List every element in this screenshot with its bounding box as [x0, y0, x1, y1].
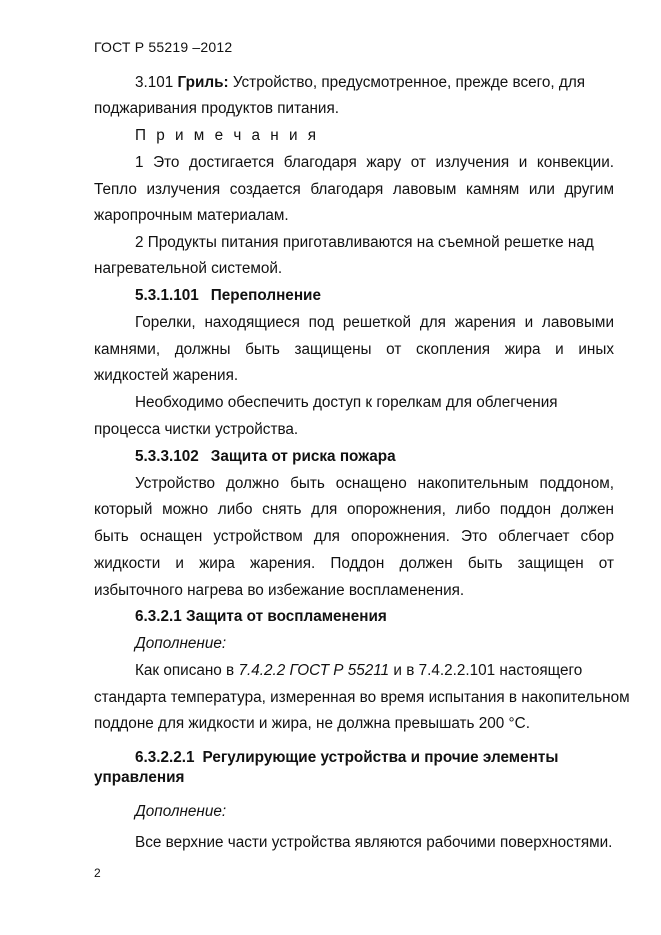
fire-risk-line3: быть оснащен устройством для опорожнения. Это облегчает сбор	[94, 528, 614, 545]
standard-reference: 7.4.2.2 ГОСТ Р 55211	[238, 662, 390, 679]
note2-line2: нагревательной системой.	[94, 260, 283, 277]
note2-line1: 2 Продукты питания приготавливаются на съемной решетке над	[135, 234, 594, 251]
overflow-para2-line1: Необходимо обеспечить доступ к горелкам для облегчения	[135, 394, 558, 411]
controls-addition-label: Дополнение:	[135, 803, 227, 820]
paragraph-grill-line1: 3.101 Гриль: Устройство, предусмотренное, прежде всего, для	[135, 74, 586, 91]
section-heading-controls-line2: управления	[94, 769, 185, 786]
section-heading-controls-line1: 6.3.2.2.1 Регулирующие устройства и прочие элементы	[135, 749, 559, 766]
ignition-para-line1: Как описано в 7.4.2.2 ГОСТ Р 55211 и в 7.4.2.2.101 настоящего	[135, 662, 583, 679]
fire-risk-line5: избыточного нагрева во избежание воспламенения.	[94, 582, 465, 599]
section-heading-fire-risk: 5.3.3.102 Защита от риска пожара	[135, 448, 396, 465]
note1-line3: жаропрочным материалам.	[94, 207, 289, 224]
section-heading-ignition: 6.3.2.1 Защита от воспламенения	[135, 608, 387, 625]
ignition-para-line2: стандарта температура, измеренная во время испытания в накопительном	[94, 689, 630, 706]
fire-risk-line4: жидкости и жира жарения. Поддон должен быть защищен от	[94, 555, 614, 572]
overflow-para1-line2: камнями, должны быть защищены от скопления жира и иных	[94, 341, 614, 358]
notes-heading: П р и м е ч а н и я	[135, 127, 320, 144]
page-header: ГОСТ Р 55219 –2012	[94, 39, 233, 55]
overflow-para1-line3: жидкостей жарения.	[94, 367, 239, 384]
controls-para-line1: Все верхние части устройства являются рабочими поверхностями.	[135, 834, 613, 851]
overflow-para1-line1: Горелки, находящиеся под решеткой для жарения и лавовыми	[135, 314, 614, 331]
paragraph-grill-line2: поджаривания продуктов питания.	[94, 100, 339, 117]
ignition-para-line3: поддоне для жидкости и жира, не должна превышать 200 °С.	[94, 715, 530, 732]
fire-risk-line2: который можно либо снять для опорожнения, либо поддон должен	[94, 501, 614, 518]
page-number: 2	[94, 866, 101, 880]
note1-line1: 1 Это достигается благодаря жару от излучения и конвекции.	[135, 154, 614, 171]
term-grill: Гриль:	[177, 74, 229, 91]
overflow-para2-line2: процесса чистки устройства.	[94, 421, 299, 438]
fire-risk-line1: Устройство должно быть оснащено накопительным поддоном,	[135, 475, 614, 492]
ignition-addition-label: Дополнение:	[135, 635, 227, 652]
note1-line2: Тепло излучения создается благодаря лавовым камням или другим	[94, 181, 614, 198]
section-heading-overflow: 5.3.1.101 Переполнение	[135, 287, 321, 304]
